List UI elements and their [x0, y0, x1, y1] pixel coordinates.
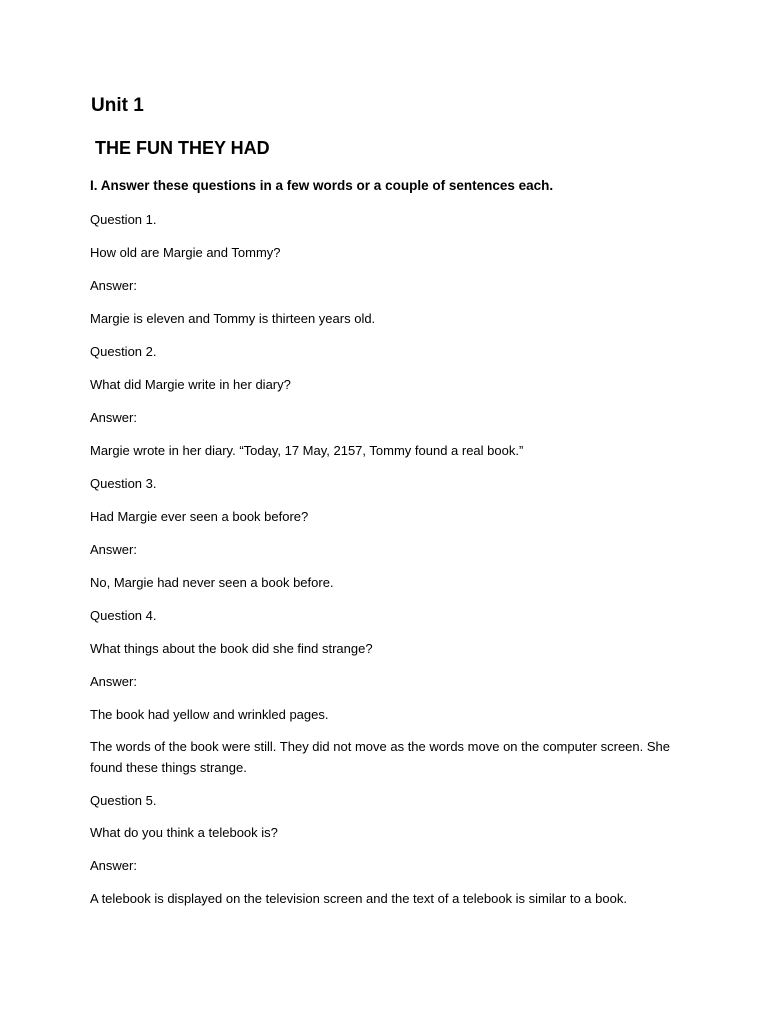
question-text: Had Margie ever seen a book before? [90, 509, 309, 524]
question-label: Question 5. [90, 793, 157, 808]
question-text: What did Margie write in her diary? [90, 377, 291, 392]
answer-text: Margie is eleven and Tommy is thirteen years old. [90, 311, 376, 326]
question-label: Question 3. [90, 476, 157, 491]
question-label: Question 2. [90, 344, 157, 359]
answer-text: No, Margie had never seen a book before. [90, 575, 334, 590]
answer-label: Answer: [90, 674, 137, 689]
chapter-title: THE FUN THEY HAD [95, 138, 270, 158]
answer-text: The book had yellow and wrinkled pages. [90, 707, 329, 722]
question-label: Question 4. [90, 608, 157, 623]
question-label: Question 1. [90, 212, 157, 227]
answer-label: Answer: [90, 278, 137, 293]
unit-heading: Unit 1 [91, 95, 144, 116]
answer-text: Margie wrote in her diary. “Today, 17 May, 2157, Tommy found a real book.” [90, 443, 524, 458]
question-text: How old are Margie and Tommy? [90, 245, 281, 260]
question-text: What things about the book did she find strange? [90, 641, 373, 656]
answer-text: The words of the book were still. They did not move as the words move on the computer screen. She found these things strange. [90, 739, 670, 775]
answer-text: A telebook is displayed on the television screen and the text of a telebook is similar to a book. [90, 891, 627, 906]
section-instruction: I. Answer these questions in a few words or a couple of sentences each. [90, 178, 554, 193]
answer-label: Answer: [90, 858, 137, 873]
answer-label: Answer: [90, 410, 137, 425]
answer-label: Answer: [90, 542, 137, 557]
question-text: What do you think a telebook is? [90, 825, 278, 840]
